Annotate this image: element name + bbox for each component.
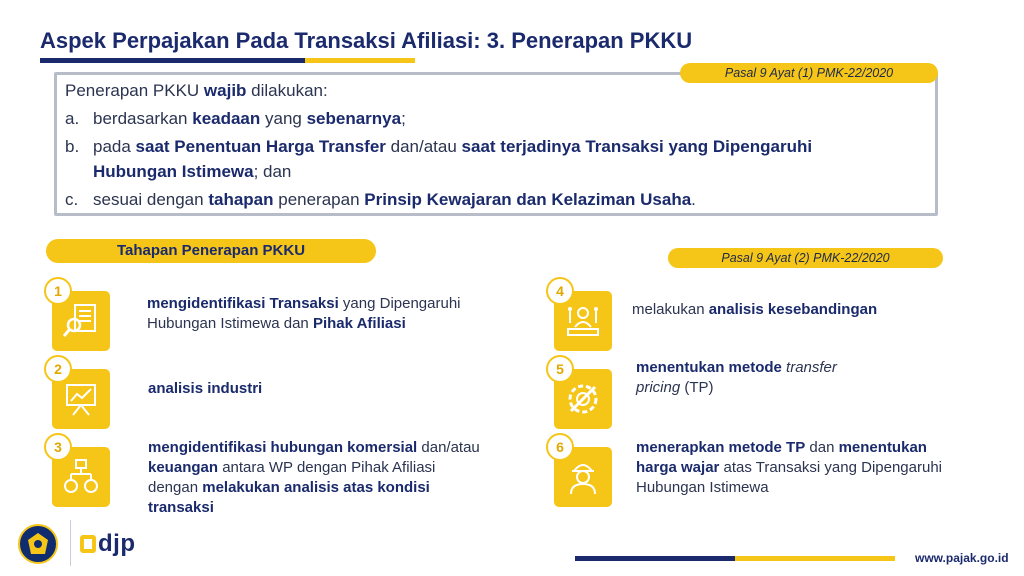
item-a [93, 109, 406, 129]
step-5 [546, 355, 618, 435]
step-2 [44, 355, 116, 435]
step-1 [44, 277, 116, 357]
b-post: ; dan [253, 162, 292, 181]
b-bold2: saat terjadinya Transaksi yang Dipengaruhi [461, 137, 813, 156]
step-1-t3: Hubungan Istimewa dan [147, 315, 313, 332]
step-3-text [148, 438, 528, 518]
c-bold1: tahapan [208, 190, 274, 209]
step-3 [44, 433, 116, 513]
step-3-t2: dan/atau [417, 439, 480, 456]
step-1-t2: yang Dipengaruhi [338, 295, 461, 312]
reference-badge-1: Pasal 9 Ayat (1) PMK-22/2020 [680, 63, 938, 83]
item-b-line2 [93, 162, 291, 182]
step-6-text [636, 438, 1006, 498]
djp-logo-mark-icon [80, 535, 96, 553]
b-mid: dan/atau [385, 137, 462, 156]
step-3-t1: mengidentifikasi hubungan komersial [148, 439, 418, 456]
intro-line [65, 81, 328, 101]
item-b-line1 [93, 137, 812, 157]
step-3-t5: dengan [148, 479, 203, 496]
step-number: 4 [546, 277, 574, 305]
step-6-t6: Hubungan Istimewa [636, 479, 769, 496]
step-2-text [148, 379, 508, 399]
b-bold1: saat Penentuan Harga Transfer [135, 137, 386, 156]
step-5-t1: menentukan metode [636, 359, 787, 376]
step-6-t3: menentukan [838, 439, 927, 456]
step-4 [546, 277, 618, 357]
step-number: 2 [44, 355, 72, 383]
title-underline-navy [40, 58, 305, 63]
item-c [93, 190, 696, 210]
step-1-t4: Pihak Afiliasi [312, 315, 406, 332]
c-mid: penerapan [273, 190, 365, 209]
ministry-emblem-icon [18, 524, 58, 564]
footer-line-navy [575, 556, 735, 561]
step-3-t3: keuangan [148, 459, 219, 476]
reference-badge-2: Pasal 9 Ayat (2) PMK-22/2020 [668, 248, 943, 268]
footer-logos [18, 520, 148, 570]
a-pre: berdasarkan [93, 109, 193, 128]
step-number: 6 [546, 433, 574, 461]
step-3-t6: melakukan analisis atas kondisi [202, 479, 430, 496]
step-1-text [147, 294, 507, 334]
step-6 [546, 433, 618, 513]
page-title: Aspek Perpajakan Pada Transaksi Afiliasi: 3. Penerapan PKKU [40, 28, 693, 53]
step-2-t1: analisis industri [148, 380, 263, 397]
footer-line [575, 556, 895, 561]
step-1-t1: mengidentifikasi Transaksi [147, 295, 339, 312]
a-post: ; [401, 109, 406, 128]
step-5-t2: transfer [786, 359, 837, 376]
step-number: 3 [44, 433, 72, 461]
c-pre: sesuai dengan [93, 190, 209, 209]
djp-logo-text: djp [98, 530, 136, 557]
step-6-t2: dan [805, 439, 839, 456]
c-post: . [691, 190, 696, 209]
step-5-t3: pricing [636, 379, 681, 396]
b-pre: pada [93, 137, 136, 156]
a-mid: yang [260, 109, 307, 128]
item-b-label: b. [65, 137, 80, 156]
step-6-t1: menerapkan metode TP [636, 439, 806, 456]
website-link[interactable]: www.pajak.go.id [915, 551, 1009, 565]
step-3-t7: transaksi [148, 499, 214, 516]
c-bold2: Prinsip Kewajaran dan Kelaziman Usaha [364, 190, 692, 209]
item-a-label: a. [65, 109, 80, 128]
step-3-t4: antara WP dengan Pihak Afiliasi [218, 459, 436, 476]
a-bold1: keadaan [192, 109, 261, 128]
tahapan-header: Tahapan Penerapan PKKU [46, 239, 376, 263]
requirements-box [54, 72, 938, 216]
b-bold3: Hubungan Istimewa [93, 162, 254, 181]
step-number: 5 [546, 355, 574, 383]
logo-divider [70, 520, 71, 566]
a-bold2: sebenarnya [306, 109, 402, 128]
footer-line-gold [735, 556, 895, 561]
step-number: 1 [44, 277, 72, 305]
step-4-t1: melakukan [632, 301, 709, 318]
step-4-text [632, 300, 992, 320]
djp-logo [80, 530, 136, 558]
intro-pre: Penerapan PKKU [65, 81, 204, 100]
step-6-t5: atas Transaksi yang Dipengaruhi [719, 459, 943, 476]
step-5-text [636, 358, 996, 398]
title-underline-gold [305, 58, 415, 63]
step-5-t4: (TP) [680, 379, 714, 396]
item-c-label: c. [65, 190, 79, 209]
step-6-t4: harga wajar [636, 459, 720, 476]
intro-bold: wajib [203, 81, 247, 100]
intro-post: dilakukan: [246, 81, 328, 100]
title-underline [40, 58, 415, 63]
step-4-t2: analisis kesebandingan [708, 301, 878, 318]
